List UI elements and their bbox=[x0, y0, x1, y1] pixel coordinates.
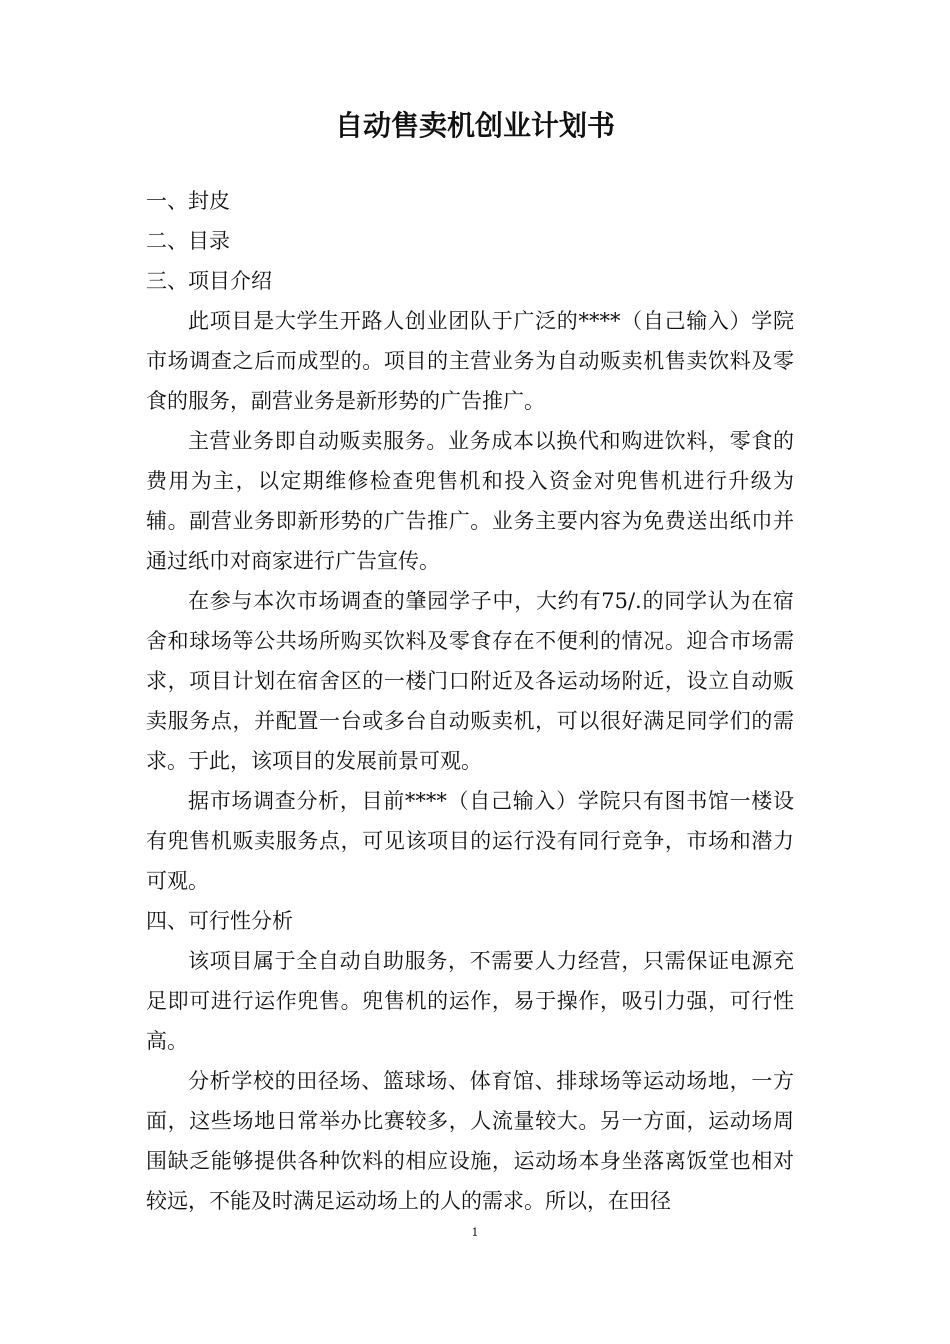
feasibility-paragraph-2: 分析学校的田径场、篮球场、体育馆、排球场等运动场地，一方面，这些场地日常举办比赛较多，人流量较大。另一方面，运动场周围缺乏能够提供各种饮料的相应设施，运动场本身坐落离饭堂也相对较远，不能及时满足运动场上的人的需求。所以，在田径 bbox=[146, 1069, 794, 1213]
section-heading-feasibility: 四、可行性分析 bbox=[146, 909, 293, 933]
intro-paragraph-4: 据市场调查分析，目前****（自己输入）学院只有图书馆一楼设有兜售机贩卖服务点，可见该项目的运行没有同行竞争，市场和潜力可观。 bbox=[146, 789, 794, 893]
page-number: 1 bbox=[471, 1226, 479, 1239]
section-heading-toc: 二、目录 bbox=[146, 229, 230, 253]
intro-paragraph-1: 此项目是大学生开路人创业团队于广泛的****（自己输入）学院市场调查之后而成型的。项目的主营业务为自动贩卖机售卖饮料及零食的服务，副营业务是新形势的广告推广。 bbox=[146, 309, 794, 413]
document-body bbox=[146, 181, 794, 1221]
intro-paragraph-2: 主营业务即自动贩卖服务。业务成本以换代和购进饮料，零食的费用为主，以定期维修检查兜售机和投入资金对兜售机进行升级为辅。副营业务即新形势的广告推广。业务主要内容为免费送出纸巾并通过纸巾对商家进行广告宣传。 bbox=[146, 429, 794, 573]
document-title: 自动售卖机创业计划书 bbox=[334, 109, 615, 142]
section-heading-cover: 一、封皮 bbox=[146, 189, 230, 213]
section-heading-intro: 三、项目介绍 bbox=[146, 269, 272, 293]
feasibility-paragraph-1: 该项目属于全自动自助服务，不需要人力经营，只需保证电源充足即可进行运作兜售。兜售机的运作，易于操作，吸引力强，可行性高。 bbox=[146, 949, 794, 1053]
intro-paragraph-3: 在参与本次市场调查的肇园学子中，大约有75/.的同学认为在宿舍和球场等公共场所购买饮料及零食存在不便利的情况。迎合市场需求，项目计划在宿舍区的一楼门口附近及各运动场附近，设立自动贩卖服务点，并配置一台或多台自动贩卖机，可以很好满足同学们的需求。于此，该项目的发展前景可观。 bbox=[146, 589, 794, 773]
